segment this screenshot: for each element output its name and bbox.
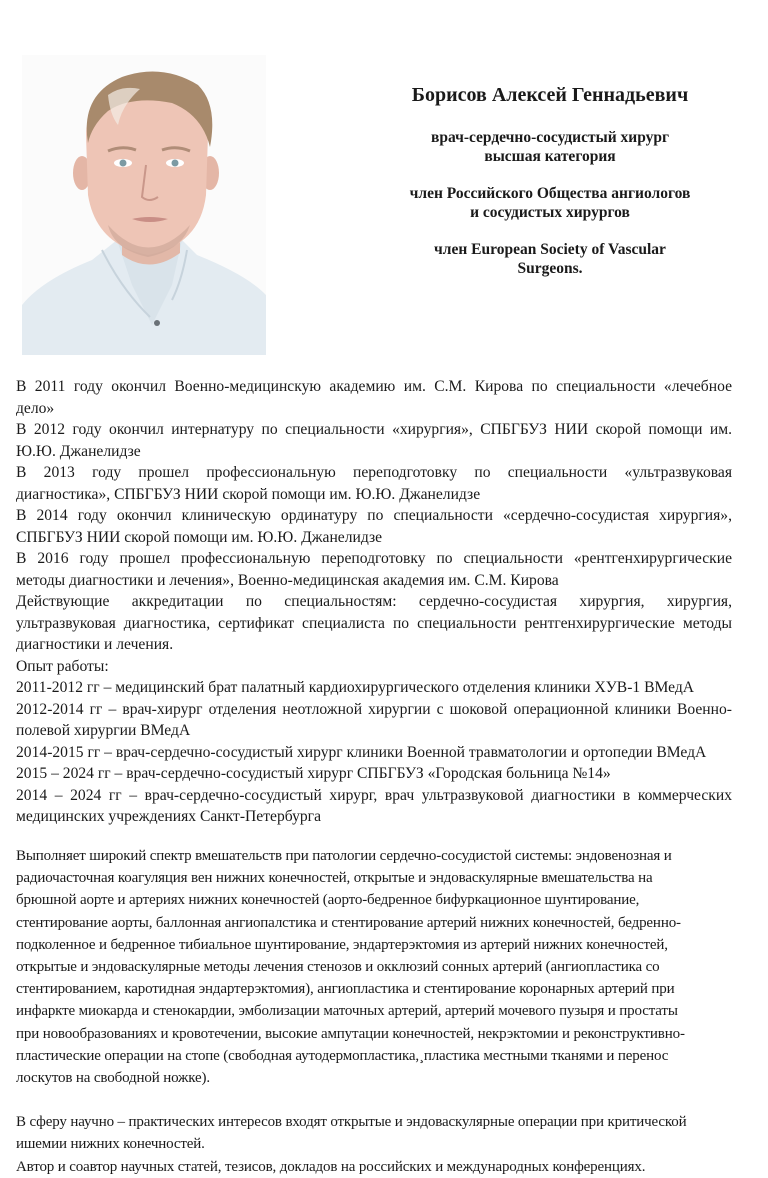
text-line: 2014-2015 гг – врач-сердечно-сосудистый хирург клиники Военной травматологии и ортопедии ВМедА [16, 743, 707, 761]
text-line: В сферу научно – практических интересов входят открытые и эндоваскулярные операции при критической [16, 1114, 687, 1131]
text-line: полевой хирургии ВМедА [16, 722, 191, 739]
position-line: высшая категория [484, 148, 616, 165]
membership-line: Surgeons. [517, 260, 583, 277]
text-line: В 2016 году прошел профессиональную переподготовку по специальности «рентгенхирургические [16, 550, 732, 567]
membership-russian-society [360, 184, 740, 222]
procedures-research-section [16, 845, 732, 1178]
text-line: 2015 – 2024 гг – врач-сердечно-сосудистый хирург СПБГБУЗ «Городская больница №14» [16, 765, 611, 782]
text-line: 2011-2012 гг – медицинский брат палатный кардиохирургического отделения клиники ХУВ-1 ВМедА [16, 679, 695, 696]
membership-line: член European Society of Vascular [434, 241, 666, 258]
text-line: дело» [16, 399, 55, 417]
text-line: диагностика», СПБГБУЗ НИИ скорой помощи им. Ю.Ю. Джанелидзе [16, 485, 481, 503]
text-line: диагностики и лечения. [16, 636, 174, 653]
text-line: стентирование аорты, баллонная ангиопалстика и стентирование артерий нижних конечностей, бедренно- [16, 914, 681, 931]
membership-line: и сосудистых хирургов [470, 204, 630, 221]
text-line: стентированием, каротидная эндартерэктомия), ангиопластика и стентирование коронарных артерий при [16, 981, 675, 998]
text-line: пластические операции на стопе (свободная аутодермопластика,¸пластика местными тканями и перенос [16, 1047, 669, 1064]
education-experience-section [16, 376, 732, 828]
text-line: В 2014 году окончил клиническую ординатуру по специальности «сердечно-сосудистая хирургия», [16, 507, 732, 524]
text-line: методы диагностики и лечения», Военно-медицинская академия им. С.М. Кирова [16, 571, 559, 589]
text-line: инфаркте миокарда и стенокардии, эмболизации маточных артерий, артерий мочевого пузыря и простаты [16, 1003, 678, 1020]
position-title [360, 128, 740, 166]
text-line: В 2012 году окончил интернатуру по специальности «хирургия», СПБГБУЗ НИИ скорой помощи им. [16, 421, 732, 438]
paragraph-gap [16, 1089, 732, 1111]
research-paragraph [16, 1111, 732, 1178]
procedures-paragraph [16, 845, 732, 1089]
text-line: Опыт работы: [16, 657, 109, 675]
profile-header [360, 82, 740, 296]
text-line: ишемии нижних конечностей. [16, 1136, 205, 1153]
text-line: СПБГБУЗ НИИ скорой помощи им. Ю.Ю. Джанелидзе [16, 528, 383, 546]
membership-line: член Российского Общества ангиологов [409, 185, 691, 202]
text-line: брюшной аорте и артериях нижних конечностей (аорто-бедренное бифуркационное шунтирование, [16, 892, 640, 909]
text-line: подколенное и бедренное тибиальное шунтирование, эндартерэктомия из артерий нижних конечностей, [16, 936, 668, 953]
text-line: 2012-2014 гг – врач-хирург отделения неотложной хирургии с шоковой операционной клиники Военно- [16, 700, 732, 718]
text-line: открытые и эндоваскулярные методы лечения стенозов и окклюзий сонных артерий (ангиопластика со [16, 958, 660, 975]
text-line: 2014 – 2024 гг – врач-сердечно-сосудистый хирург, врач ультразвуковой диагностики в коммерческих [16, 786, 732, 804]
text-line: ультразвуковая диагностика, сертификат специалиста по специальности рентгенхирургические методы [16, 614, 732, 632]
portrait-illustration [22, 55, 266, 355]
text-line: Автор и соавтор научных статей, тезисов, докладов на российских и международных конференциях. [16, 1158, 646, 1175]
membership-european-society [360, 240, 740, 278]
text-line: Действующие аккредитации по специальностям: сердечно-сосудистая хирургия, хирургия, [16, 593, 732, 610]
doctor-name: Борисов Алексей Геннадьевич [411, 84, 689, 106]
text-line: В 2011 году окончил Военно-медицинскую академию им. С.М. Кирова по специальности «лечебное [16, 378, 732, 395]
text-line: лоскутов на свободной ножке). [16, 1069, 210, 1086]
doctor-photo [22, 55, 266, 355]
text-line: Выполняет широкий спектр вмешательств при патологии сердечно-сосудистой системы: эндовенозная и [16, 848, 672, 864]
position-line: врач-сердечно-сосудистый хирург [430, 129, 670, 146]
text-line: В 2013 году прошел профессиональную переподготовку по специальности «ультразвуковая [16, 464, 732, 481]
text-line: радиочасточная коагуляция вен нижних конечностей, открытые и эндоваскулярные вмешательства на [16, 870, 653, 887]
text-line: при новообразованиях и кровотечении, высокие ампутации конечностей, некрэктомии и реконструктивно- [16, 1025, 685, 1042]
text-line: Ю.Ю. Джанелидзе [16, 442, 141, 460]
text-line: медицинских учреждениях Санкт-Петербурга [16, 808, 321, 825]
